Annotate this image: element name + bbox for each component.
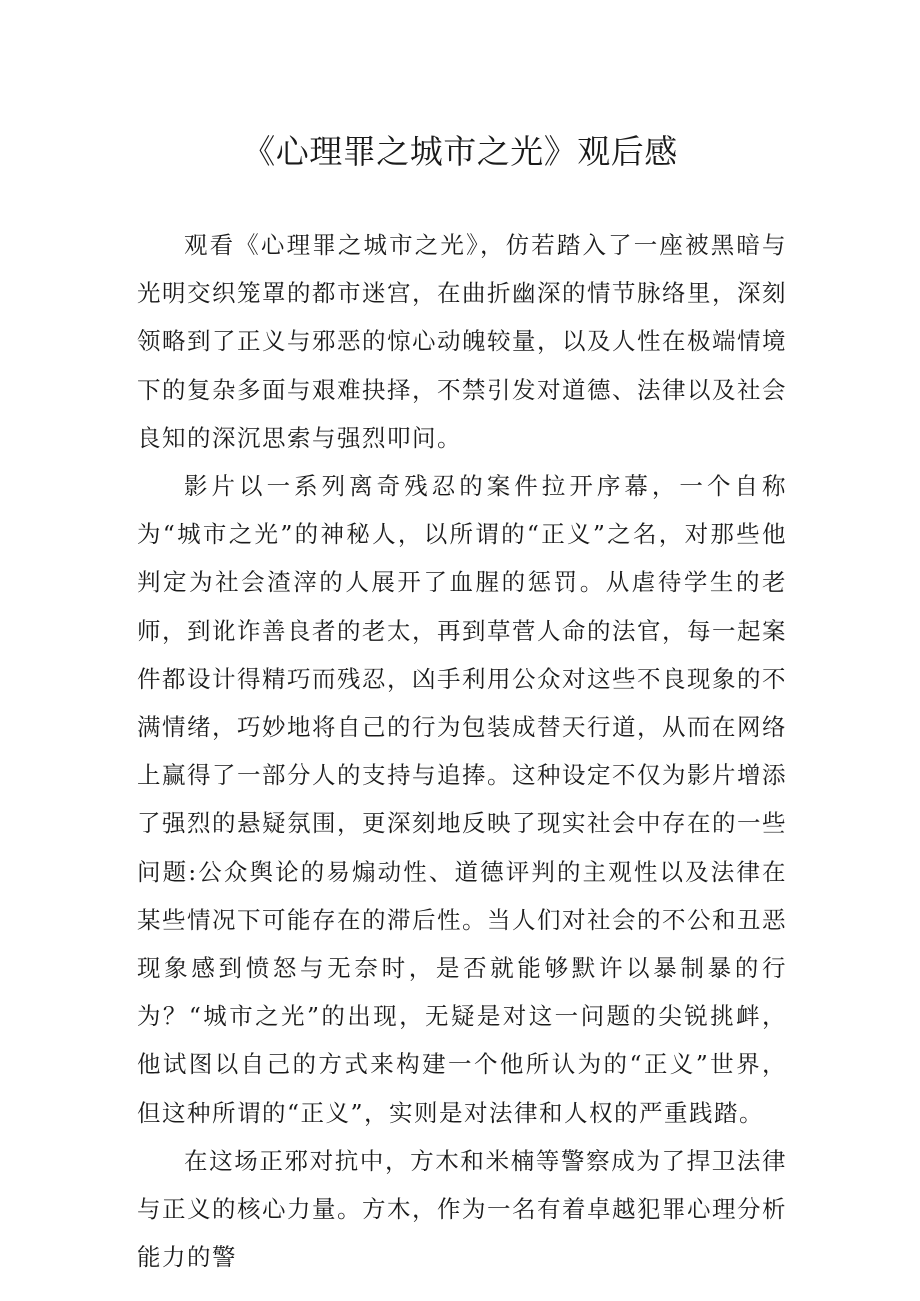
document-body xyxy=(137,221,787,1281)
paragraph-1: 观看《心理罪之城市之光》，仿若踏入了一座被黑暗与光明交织笼罩的都市迷宫，在曲折幽深的情节脉络里，深刻领略到了正义与邪恶的惊心动魄较量，以及人性在极端情境下的复杂多面与艰难抉择，不禁引发对道德、法律以及社会良知的深沉思索与强烈叩问。 xyxy=(137,231,787,452)
document-title: 《心理罪之城市之光》观后感 xyxy=(242,132,678,171)
paragraph-2: 影片以一系列离奇残忍的案件拉开序幕，一个自称为“城市之光”的神秘人，以所谓的“正义”之名，对那些他判定为社会渣滓的人展开了血腥的惩罚。从虐待学生的老师，到讹诈善良者的老太，再到草菅人命的法官，每一起案件都设计得精巧而残忍，凶手利用公众对这些不良现象的不满情绪，巧妙地将自己的行为包装成替天行道，从而在网络上赢得了一部分人的支持与追捧。这种设定不仅为影片增添了强烈的悬疑氛围，更深刻地反映了现实社会中存在的一些问题:公众舆论的易煽动性、道德评判的主观性以及法律在某些情况下可能存在的滞后性。当人们对社会的不公和丑恶现象感到愤怒与无奈时，是否就能够默许以暴制暴的行为？“城市之光”的出现，无疑是对这一问题的尖锐挑衅，他试图以自己的方式来构建一个他所认为的“正义”世界，但这种所谓的“正义”，实则是对法律和人权的严重践踏。 xyxy=(137,472,787,1127)
paragraph-3: 在这场正邪对抗中，方木和米楠等警察成为了捍卫法律与正义的核心力量。方木，作为一名有着卓越犯罪心理分析能力的警 xyxy=(137,1146,787,1272)
